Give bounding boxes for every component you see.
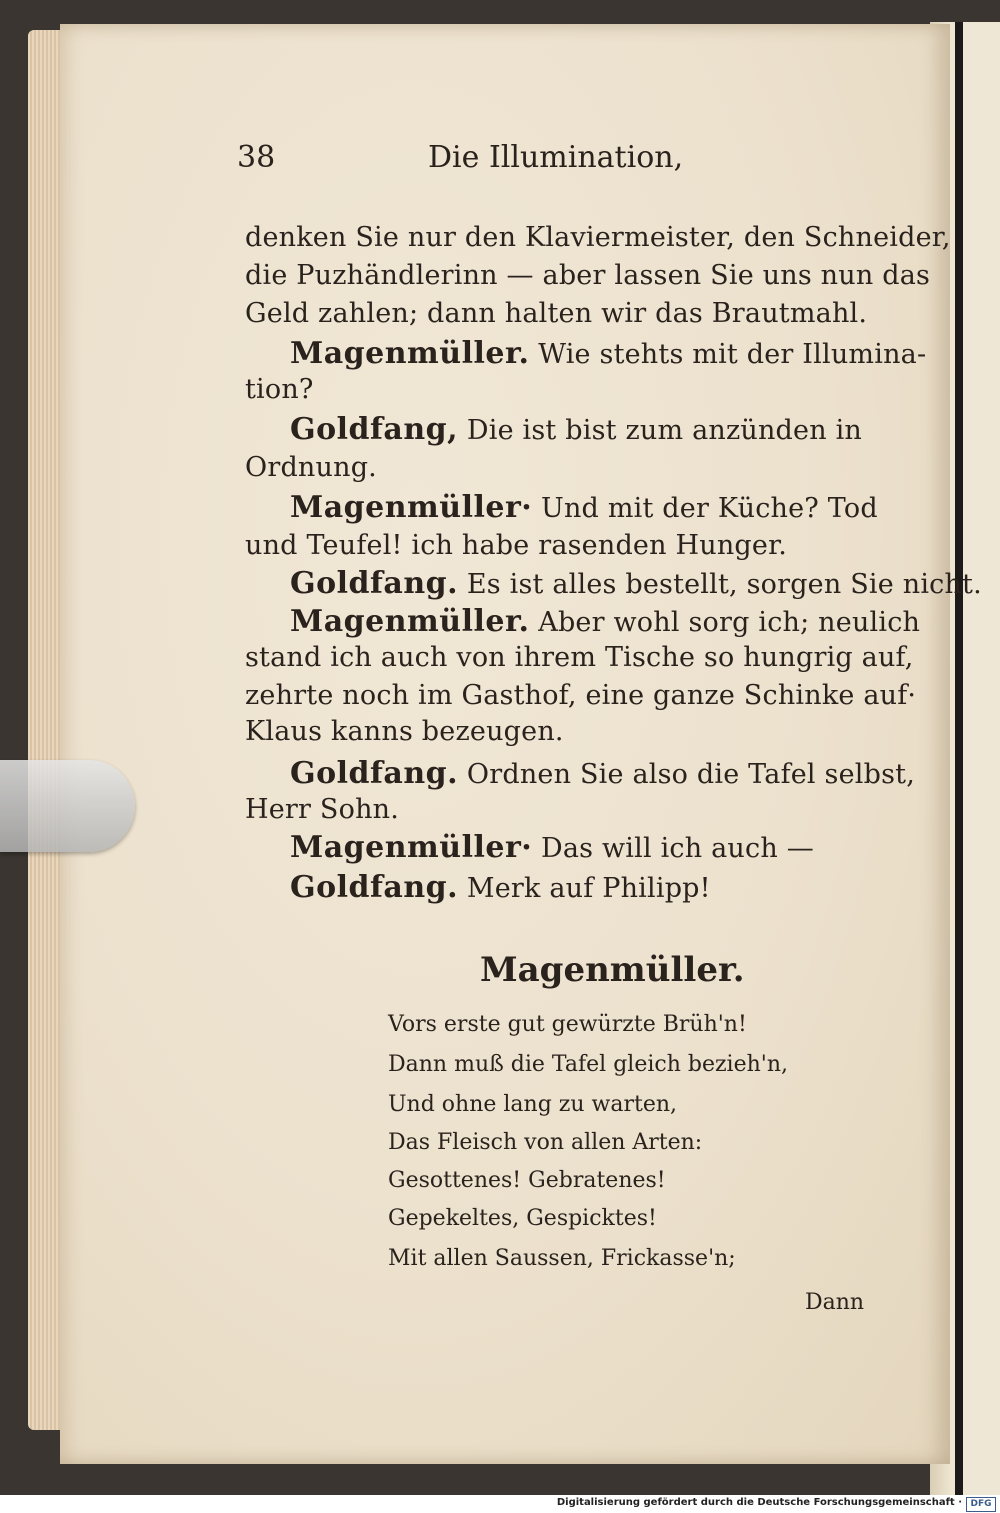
dialogue-cont: zehrte noch im Gasthof, eine ganze Schinke auf· (245, 680, 917, 711)
next-page-edge (963, 22, 1000, 1495)
body-line: Geld zahlen; dann halten wir das Brautmahl. (245, 298, 868, 329)
speaker-name: Magenmüller. (290, 604, 530, 639)
dialogue-cont: und Teufel! ich habe rasenden Hunger. (245, 530, 787, 561)
speaker-name: Goldfang. (290, 566, 459, 601)
dialogue-line (290, 336, 926, 371)
dialogue-cont: Klaus kanns bezeugen. (245, 716, 564, 747)
catchword: Dann (805, 1290, 865, 1315)
running-title: Die Illumination, (428, 140, 684, 175)
dialogue-line (290, 566, 982, 601)
dialogue-line (290, 412, 862, 447)
dialogue-line (290, 756, 915, 791)
verse-line: Und ohne lang zu warten, (388, 1092, 678, 1117)
speaker-name: Magenmüller· (290, 490, 533, 525)
dialogue-text: Die ist bist zum anzünden in (466, 415, 863, 446)
speaker-name: Goldfang. (290, 870, 459, 905)
page-number: 38 (237, 140, 276, 175)
verse-line: Gesottenes! Gebratenes! (388, 1168, 666, 1193)
dialogue-text: Merk auf Philipp! (466, 873, 711, 904)
dialogue-text: Das will ich auch — (541, 833, 814, 864)
dialogue-cont: Ordnung. (245, 452, 377, 483)
dialogue-line (290, 490, 878, 525)
song-title: Magenmüller. (480, 950, 745, 990)
dialogue-text: Aber wohl sorg ich; neulich (538, 607, 921, 638)
verse-line: Gepekeltes, Gespicktes! (388, 1206, 657, 1231)
verse-line: Dann muß die Tafel gleich bezieh'n, (388, 1052, 788, 1077)
verse-line: Das Fleisch von allen Arten: (388, 1130, 703, 1155)
speaker-name: Goldfang. (290, 756, 459, 791)
funding-notice: Digitalisierung gefördert durch die Deutsche Forschungsgemeinschaft · (556, 1497, 962, 1508)
dialogue-text: Ordnen Sie also die Tafel selbst, (466, 759, 915, 790)
dialogue-line (290, 604, 920, 639)
verse-line: Vors erste gut gewürzte Brüh'n! (388, 1012, 747, 1037)
dialogue-cont: Herr Sohn. (245, 794, 400, 825)
speaker-name: Magenmüller· (290, 830, 533, 865)
body-line: denken Sie nur den Klaviermeister, den Schneider, (245, 222, 951, 253)
dialogue-cont: tion? (245, 374, 314, 405)
verse-line: Mit allen Saussen, Frickasse'n; (388, 1246, 736, 1271)
page-clip (0, 760, 135, 852)
speaker-name: Magenmüller. (290, 336, 530, 371)
gutter-shadow (955, 22, 963, 1495)
body-line: die Puzhändlerinn — aber lassen Sie uns nun das (245, 260, 931, 291)
dialogue-text: Wie stehts mit der Illumina- (538, 339, 927, 370)
dialogue-line (290, 870, 711, 905)
dialogue-text: Und mit der Küche? Tod (541, 493, 878, 524)
dfg-logo: DFG (966, 1497, 996, 1512)
speaker-name: Goldfang, (290, 412, 459, 447)
dialogue-line (290, 830, 814, 865)
dialogue-text: Es ist alles bestellt, sorgen Sie nicht. (466, 569, 982, 600)
dialogue-cont: stand ich auch von ihrem Tische so hungrig auf, (245, 642, 914, 673)
